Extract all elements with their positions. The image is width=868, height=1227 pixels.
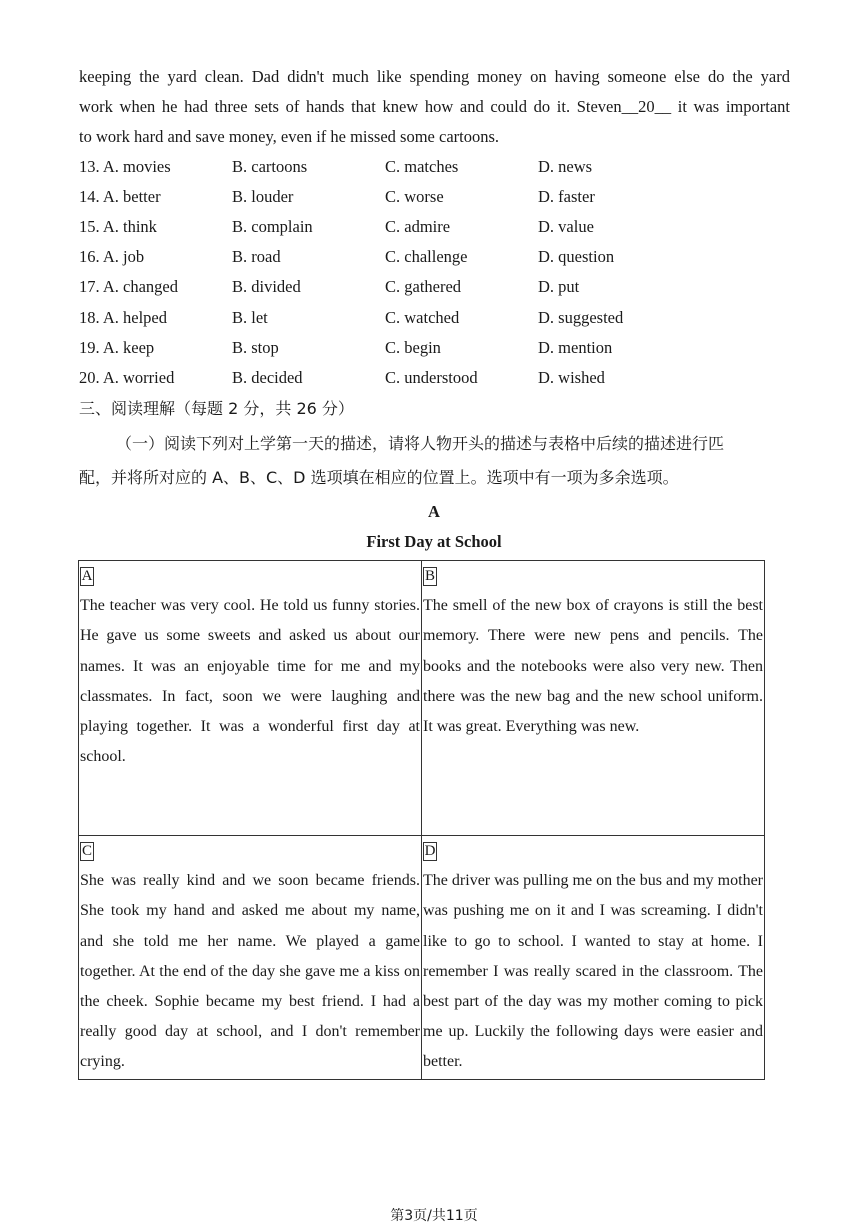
cell-letter: D	[424, 843, 436, 859]
option-d: D. wished	[538, 368, 605, 387]
option-d: D. news	[538, 157, 593, 176]
instruction-line-2: 配，并将所对应的 A、B、C、D 选项填在相应的位置上。选项中有一项为多余选项。	[79, 468, 679, 487]
cell-letter: B	[424, 568, 435, 584]
cell-d	[422, 836, 765, 1080]
option-a: 15. A. think	[79, 217, 157, 236]
option-d: D. suggested	[538, 308, 624, 327]
option-b: B. road	[232, 247, 281, 266]
option-c: C. worse	[385, 187, 444, 206]
option-a: 20. A. worried	[79, 368, 175, 387]
option-d: D. mention	[538, 338, 613, 357]
passage-line-3: to work hard and save money, even if he missed some cartoons.	[79, 127, 500, 146]
option-c: C. understood	[385, 368, 478, 387]
cell-text: The teacher was very cool. He told us funny stories. He gave us some sweets and asked us about our names. It was an enjoyable time for me and my classmates. In fact, soon we were laughing and playing together. It was a wonderful first day at school.	[80, 597, 420, 766]
cell-b	[422, 561, 765, 836]
passage-label: A	[428, 502, 440, 521]
cell-text: The driver was pulling me on the bus and my mother was pushing me on it and I was screaming. I didn't like to go to school. I wanted to stay at home. I remember I was really scared in the classroom. The best part of the day was my mother coming to pick me up. Luckily the following days were easier and better.	[423, 872, 763, 1071]
passage-line-2: work when he had three sets of hands that knew how and could do it. Steven__20__ it was important	[79, 97, 790, 116]
cell-letter: C	[81, 843, 92, 859]
option-c: C. matches	[385, 157, 459, 176]
cell-a	[79, 561, 422, 836]
option-b: B. louder	[232, 187, 294, 206]
option-a: 16. A. job	[79, 247, 145, 266]
cell-c	[79, 836, 422, 1080]
option-d: D. question	[538, 247, 615, 266]
option-a: 17. A. changed	[79, 277, 178, 296]
option-a: 13. A. movies	[79, 157, 171, 176]
option-c: C. watched	[385, 308, 460, 327]
option-a: 18. A. helped	[79, 308, 167, 327]
option-d: D. value	[538, 217, 594, 236]
option-b: B. cartoons	[232, 157, 308, 176]
option-d: D. faster	[538, 187, 595, 206]
cell-letter: A	[81, 568, 93, 584]
option-a: 14. A. better	[79, 187, 161, 206]
cell-text: The smell of the new box of crayons is still the best memory. There were new pens and pencils. The books and the notebooks were also very new. Then there was the new bag and the new school uniform. It was great. Everything was new.	[423, 597, 763, 736]
option-b: B. divided	[232, 277, 301, 296]
option-b: B. stop	[232, 338, 279, 357]
option-c: C. challenge	[385, 247, 468, 266]
section-heading: 三、阅读理解（每题 2 分，共 26 分）	[79, 399, 354, 418]
option-d: D. put	[538, 277, 580, 296]
cell-text: She was really kind and we soon became friends. She took my hand and asked me about my name, and she told me her name. We played a game together. At the end of the day she gave me a kiss on the cheek. Sophie became my best friend. I had a really good day at school, and I don't remember crying.	[80, 872, 420, 1071]
option-b: B. decided	[232, 368, 303, 387]
option-a: 19. A. keep	[79, 338, 155, 357]
option-c: C. admire	[385, 217, 451, 236]
passage-title: First Day at School	[366, 532, 502, 551]
option-b: B. complain	[232, 217, 313, 236]
option-c: C. begin	[385, 338, 441, 357]
option-c: C. gathered	[385, 277, 462, 296]
matching-table	[78, 560, 765, 1080]
passage-line-1: keeping the yard clean. Dad didn't much like spending money on having someone else do the yard	[79, 67, 790, 86]
instruction-line-1: （一）阅读下列对上学第一天的描述，请将人物开头的描述与表格中后续的描述进行匹	[116, 434, 725, 453]
option-b: B. let	[232, 308, 268, 327]
page-number: 第3页/共11页	[390, 1208, 478, 1224]
